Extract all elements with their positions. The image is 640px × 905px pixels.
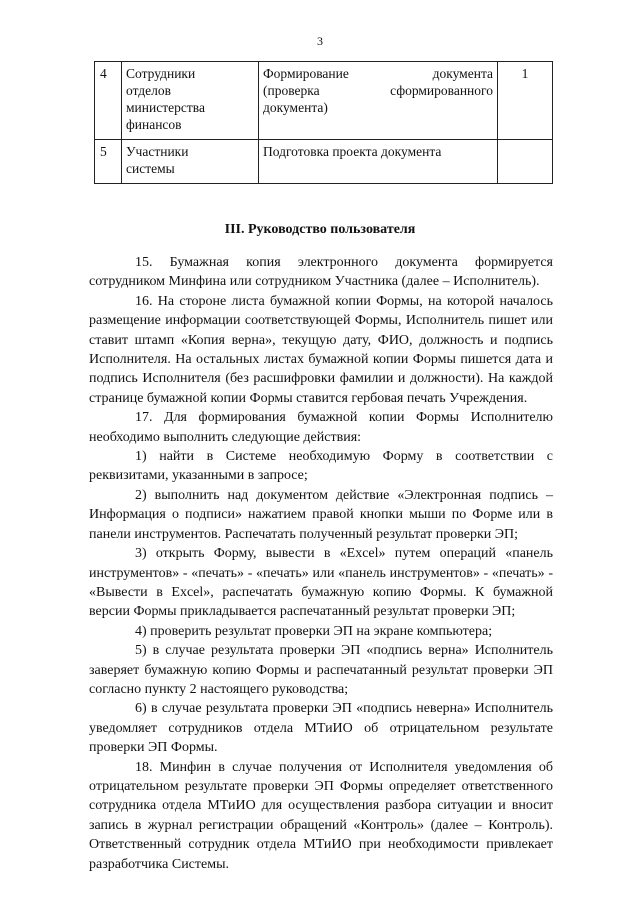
role-cell (122, 62, 259, 140)
paragraph: 18. Минфин в случае получения от Исполнителя уведомления об отрицательном результате проверки ЭП Формы определяет ответственного сотрудника отдела МТиИО для осуществления разбора ситуации и вносит запись в журнал регистрации обращений «Контроль» (далее – Контроль). Ответственный сотрудник отдела МТиИО при необходимости привлекает разработчика Системы. (89, 759, 553, 872)
action-line: (проверка сформированного (263, 83, 493, 98)
table-row (95, 140, 553, 184)
list-item: 3) открыть Форму, вывести в «Excel» путем операций «панель инструментов» - «печать» - «печать» или «панель инструментов» - «печать» - «Вывести в Excel», распечатать бумажную копию Формы. К бумажной версии Формы прикладывается распечатанный результат проверки ЭП; (89, 546, 553, 620)
list-item: 2) выполнить над документом действие «Электронная подпись – Информация о подписи» нажатием правой кнопки мыши по Форме или в панели инструментов. Распечатать полученный результат проверки ЭП; (89, 487, 553, 542)
paragraph: 15. Бумажная копия электронного документа формируется сотрудником Минфина или сотрудником Участника (далее – Исполнитель). (89, 255, 553, 290)
action-line: Формирование документа (263, 66, 493, 81)
count-cell: 1 (498, 62, 553, 140)
action-line: Подготовка проекта документа (263, 144, 442, 159)
page-number: 3 (317, 34, 323, 48)
list-item: 4) проверить результат проверки ЭП на экране компьютера; (135, 623, 493, 639)
count-cell (498, 140, 553, 184)
row-number: 4 (95, 62, 122, 140)
role-line: системы (126, 161, 175, 176)
action-line: документа) (263, 100, 328, 115)
role-line: отделов (126, 83, 172, 98)
roles-table (94, 61, 553, 184)
row-number: 5 (95, 140, 122, 184)
role-cell (122, 140, 259, 184)
list-item: 6) в случае результата проверки ЭП «подпись неверна» Исполнитель уведомляет сотрудников отдела МТиИО об отрицательном результате проверки ЭП Формы. (89, 701, 553, 756)
section-title: III. Руководство пользователя (224, 222, 416, 237)
table-row (95, 62, 553, 140)
action-cell (259, 140, 498, 184)
paragraph: 17. Для формирования бумажной копии Формы Исполнителю необходимо выполнить следующие действия: (89, 410, 553, 445)
list-item: 5) в случае результата проверки ЭП «подпись верна» Исполнитель заверяет бумажную копию Формы и распечатанный результат проверки ЭП согласно пункту 2 настоящего руководства; (89, 643, 553, 697)
role-line: Сотрудники (126, 66, 196, 81)
role-line: министерства (126, 100, 205, 115)
list-item: 1) найти в Системе необходимую Форму в соответствии с реквизитами, указанными в запросе; (89, 449, 553, 484)
action-cell (259, 62, 498, 140)
role-line: финансов (126, 117, 182, 132)
body-text (89, 253, 553, 874)
role-line: Участники (126, 144, 189, 159)
paragraph: 16. На стороне листа бумажной копии Формы, на которой началось размещение информации соответствующей Формы, Исполнитель пишет или ставит штамп «Копия верна», текущую дату, ФИО, должность и подпись Исполнителя. На остальных листах бумажной копии Формы пишется дата и подпись Исполнителя (без расшифровки фамилии и должности). На каждой странице бумажной копии Формы ставится гербовая печать Учреждения. (89, 293, 553, 406)
